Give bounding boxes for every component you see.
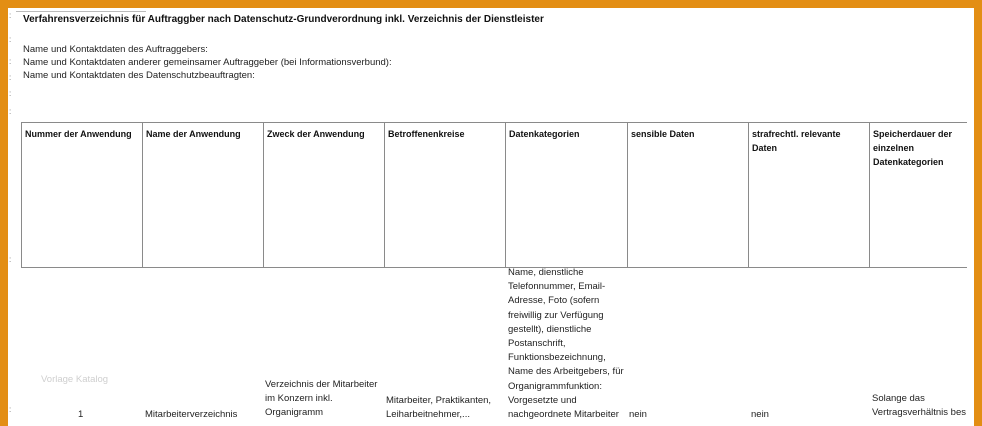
cell-datenkategorien: Name, dienstliche Telefonnummer, Email-Adresse, Foto (sofern freiwillig zur Verfügung gestellt), dienstliche Postanschrift, Funktionsbezeichnung, Name des Arbeitgebers, für Organigrammfunktion: Vorgesetzte und nachgeordnete Mitarbeiter <box>508 267 624 421</box>
cell-betroffene: Mitarbeiter, Praktikanten, Leiharbeitnehmer,... <box>386 395 492 421</box>
info-auftraggeber: Name und Kontaktdaten des Auftraggebers: <box>23 44 208 55</box>
cell-nummer: 1 <box>78 409 84 420</box>
header-name: Name der Anwendung <box>142 123 263 267</box>
header-sensibel: sensible Daten <box>627 123 748 267</box>
cell-speicherdauer: Solange das Vertragsverhältnis bes <box>872 393 966 419</box>
header-nummer: Nummer der Anwendung <box>21 123 142 267</box>
info-gemeinsame-auftraggeber: Name und Kontaktdaten anderer gemeinsamer Auftraggeber (bei Informationsverbund): <box>23 57 392 68</box>
header-zweck: Zweck der Anwendung <box>263 123 384 267</box>
spreadsheet-sheet <box>8 8 974 426</box>
header-strafrechtlich: strafrechtl. relevante Daten <box>748 123 869 267</box>
info-datenschutzbeauftragter: Name und Kontaktdaten des Datenschutzbeauftragten: <box>23 70 255 81</box>
cell-strafrechtlich: nein <box>751 409 769 420</box>
cell-zweck: Verzeichnis der Mitarbeiter im Konzern inkl. Organigramm <box>265 379 378 419</box>
header-betroffene: Betroffenenkreise <box>384 123 505 267</box>
watermark: Vorlage Katalog <box>41 374 109 385</box>
cell-name: Mitarbeiterverzeichnis <box>145 409 238 420</box>
selection-line <box>16 11 146 12</box>
row-markers: : : : : : : : : <box>9 11 12 414</box>
document-title: Verfahrensverzeichnis für Auftraggber nach Datenschutz-Grundverordnung inkl. Verzeichnis der Dienstleister <box>23 14 544 25</box>
header-speicherdauer: Speicherdauer der einzelnen Datenkategorien <box>869 123 967 267</box>
table-header-grid <box>21 122 967 268</box>
header-datenkategorien: Datenkategorien <box>505 123 627 267</box>
cell-sensibel: nein <box>629 409 647 420</box>
